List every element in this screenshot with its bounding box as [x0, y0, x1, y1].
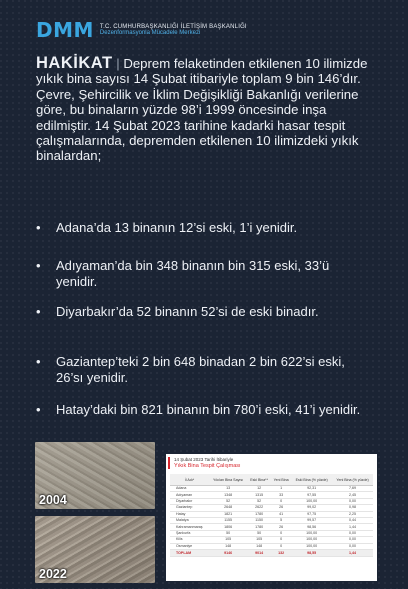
bullet-text: Hatay’daki bin 821 binanın bin 780’i eski, 41’i yenidir. — [56, 402, 361, 417]
table-cell: 98,56 — [291, 524, 332, 530]
table-cell: Adıyaman — [170, 492, 209, 498]
table-cell: 2648 — [209, 505, 247, 511]
table-cell: 1150 — [247, 517, 271, 523]
bullet-text: Gaziantep’teki 2 bin 648 binadan 2 bin 622’si eski, 26’sı yenidir. — [56, 354, 345, 385]
bullet-icon: • — [36, 354, 41, 369]
photo-year-label: 2022 — [39, 567, 67, 581]
table-cell: 5 — [271, 517, 291, 523]
table-cell: Malatya — [170, 517, 209, 523]
table-cell: Şanlıurfa — [170, 530, 209, 536]
bullet-text: Adıyaman’da bin 348 binanın bin 315 eski, 33’ü yenidir. — [56, 258, 330, 289]
table-cell: 26 — [271, 524, 291, 530]
collapsed-buildings-table-card — [166, 454, 377, 581]
table-cell: 13 — [209, 486, 247, 492]
table-cell: 0,98 — [332, 505, 373, 511]
table-cell: 33 — [271, 492, 291, 498]
bullet-icon: • — [36, 258, 41, 273]
table-cell: 2,45 — [332, 492, 373, 498]
table-cell: 2,25 — [332, 511, 373, 517]
table-header-row — [170, 474, 373, 486]
buildings-table — [170, 474, 373, 557]
org-line-1: T.C. CUMHURBAŞKANLIĞI İLETİŞİM BAŞKANLIĞI — [99, 23, 247, 30]
table-cell: 99,57 — [291, 517, 332, 523]
table-cell: Osmaniye — [170, 543, 209, 549]
heading-separator: | — [116, 56, 120, 71]
table-cell: Kahramanmaraş — [170, 524, 209, 530]
table-cell: 1780 — [247, 511, 271, 517]
table-cell: 0,00 — [332, 537, 373, 543]
table-cell: 52 — [247, 498, 271, 504]
table-cell: Hatay — [170, 511, 209, 517]
bullet-item-diyarbakir — [36, 304, 366, 320]
bullet-item-gaziantep — [36, 354, 366, 385]
column-header: İl Adı* — [170, 474, 209, 486]
column-header: Yıkılan Bina Sayısı — [209, 474, 247, 486]
table-cell: 1,44 — [332, 549, 373, 557]
org-name — [100, 24, 247, 37]
column-header: Yeni Bina — [271, 474, 291, 486]
table-cell: 97,55 — [291, 492, 332, 498]
bullet-text: Adana’da 13 binanın 12’si eski, 1’i yenidir. — [56, 220, 298, 235]
table-cell: 148 — [247, 543, 271, 549]
table-cell: TOPLAM — [170, 549, 209, 557]
column-header: Eski Bina (% yüzde) — [291, 474, 332, 486]
table-cell: 50 — [209, 530, 247, 536]
column-header: Yeni Bina (% yüzde) — [332, 474, 373, 486]
table-cell: 0 — [271, 543, 291, 549]
bullet-text: Diyarbakır’da 52 binanın 52’si de eski binadır. — [56, 304, 319, 319]
table-cell: 50 — [247, 530, 271, 536]
table-cell: 1821 — [209, 511, 247, 517]
table-cell: 9014 — [247, 549, 271, 557]
table-total-row — [170, 549, 373, 557]
table-cell: 0,44 — [332, 517, 373, 523]
table-cell: 0 — [271, 530, 291, 536]
accent-bar — [168, 457, 170, 469]
table-cell: 26 — [271, 505, 291, 511]
table-cell: 1155 — [209, 517, 247, 523]
table-cell: 0,00 — [332, 498, 373, 504]
bullet-item-hatay — [36, 402, 366, 418]
table-cell: 12 — [247, 486, 271, 492]
header — [36, 20, 247, 40]
table-cell: 1806 — [209, 524, 247, 530]
table-cell: 0,00 — [332, 530, 373, 536]
column-header: Eski Bina** — [247, 474, 271, 486]
table-cell: 132 — [271, 549, 291, 557]
table-cell: 1348 — [209, 492, 247, 498]
table-cell: 1780 — [247, 524, 271, 530]
table-cell: Diyarbakır — [170, 498, 209, 504]
table-cell: 9146 — [209, 549, 247, 557]
table-cell: 100,00 — [291, 537, 332, 543]
bullet-icon: • — [36, 304, 41, 319]
table-cell: 98,55 — [291, 549, 332, 557]
table-cell: 100,00 — [291, 530, 332, 536]
table-cell: Adana — [170, 486, 209, 492]
table-cell: Kilis — [170, 537, 209, 543]
main-paragraph — [36, 56, 376, 164]
table-cell: 0 — [271, 537, 291, 543]
table-cell: 1,44 — [332, 524, 373, 530]
satellite-photo-2022 — [35, 516, 155, 583]
table-cell: 100,00 — [291, 543, 332, 549]
table-cell: 148 — [209, 543, 247, 549]
bullet-item-adiyaman — [36, 258, 366, 289]
table-cell: 41 — [271, 511, 291, 517]
main-body-text: Deprem felaketinden etkilenen 10 ilimizde yıkık bina sayısı 14 Şubat itibariyle toplam 9 bin 146’dır. Çevre, Şehircilik ve İklim Değişikliği Bakanlığı verilerine göre, bu binaların yüzde 98’i 1999 öncesinde inşa edilmiştir. 14 Şubat 2023 tarihine kadarki hasar tespit çalışmalarında, depremden etkilenen 10 ilimizdeki yıkık binalardan; — [36, 56, 368, 164]
table-body — [170, 486, 373, 557]
table-cell: 1 — [271, 486, 291, 492]
table-cell: 0 — [271, 498, 291, 504]
org-line-2: Dezenformasyonla Mücadele Merkezi — [99, 30, 201, 36]
table-cell: 97,75 — [291, 511, 332, 517]
table-cell: 2622 — [247, 505, 271, 511]
table-cell: 7,69 — [332, 486, 373, 492]
table-cell: 0,00 — [332, 543, 373, 549]
satellite-photo-2004 — [35, 442, 155, 509]
table-cell: 92,31 — [291, 486, 332, 492]
bullet-icon: • — [36, 220, 41, 235]
table-title-line-1: 14 Şubat 2023 Tarihi İtibariyle — [174, 457, 234, 462]
bullet-item-adana — [36, 220, 366, 236]
table-cell: 52 — [209, 498, 247, 504]
hakikat-heading: HAKİKAT — [36, 54, 113, 72]
table-cell: 99,02 — [291, 505, 332, 511]
dmm-logo: DMM — [36, 18, 94, 42]
bullet-icon: • — [36, 402, 41, 417]
table-cell: 105 — [247, 537, 271, 543]
table-cell: 105 — [209, 537, 247, 543]
table-cell: Gaziantep — [170, 505, 209, 511]
table-title-line-2: Yıkık Bina Tespit Çalışması — [174, 463, 241, 469]
photo-year-label: 2004 — [39, 493, 67, 507]
table-cell: 1315 — [247, 492, 271, 498]
table-cell: 100,00 — [291, 498, 332, 504]
